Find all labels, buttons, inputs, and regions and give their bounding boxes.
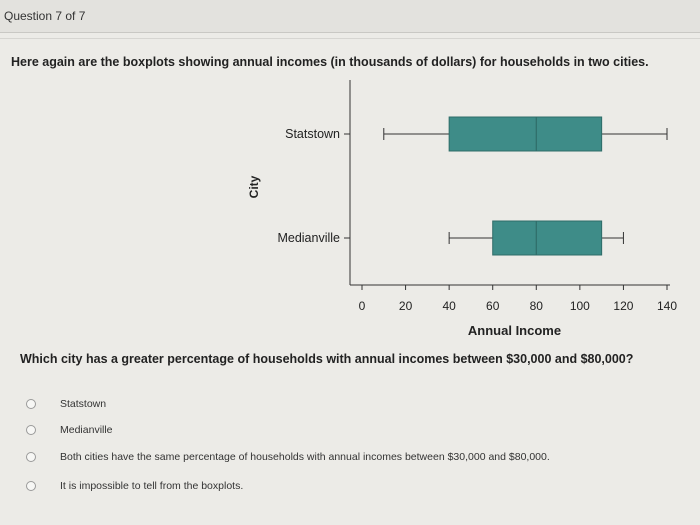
option-label: Both cities have the same percentage of households with annual incomes between $30,000 and $80,000.	[60, 451, 550, 463]
x-tick-label: 60	[486, 299, 500, 313]
option-same-percentage[interactable]	[26, 448, 686, 466]
x-tick-label: 140	[656, 299, 678, 313]
iqr-box	[493, 221, 602, 255]
option-label: Statstown	[60, 398, 107, 410]
x-tick-label: 40	[442, 299, 456, 313]
question-text: Here again are the boxplots showing annual incomes (in thousands of dollars) for households in two cities.	[11, 55, 649, 69]
x-tick-label: 120	[613, 299, 634, 313]
radio-button[interactable]	[26, 481, 36, 491]
option-statstown[interactable]	[26, 395, 686, 413]
x-tick-label: 80	[529, 299, 543, 313]
option-medianville[interactable]	[26, 421, 686, 439]
y-axis-title: City	[247, 175, 261, 199]
x-tick-label: 20	[398, 299, 413, 313]
option-label: It is impossible to tell from the boxplots.	[60, 480, 244, 492]
option-label: Medianville	[60, 424, 113, 436]
prompt-text: Which city has a greater percentage of households with annual incomes between $30,000 and $80,000?	[20, 352, 634, 366]
radio-button[interactable]	[26, 399, 36, 409]
question-counter: Question 7 of 7	[4, 9, 86, 23]
option-impossible[interactable]	[26, 477, 686, 495]
radio-button[interactable]	[26, 425, 36, 435]
radio-button[interactable]	[26, 452, 36, 462]
y-tick-label: Medianville	[277, 231, 340, 245]
y-tick-label: Statstown	[285, 127, 340, 141]
x-axis-title: Annual Income	[467, 323, 562, 338]
iqr-box	[449, 117, 601, 151]
x-tick-label: 100	[569, 299, 590, 313]
x-tick-label: 0	[358, 299, 366, 313]
